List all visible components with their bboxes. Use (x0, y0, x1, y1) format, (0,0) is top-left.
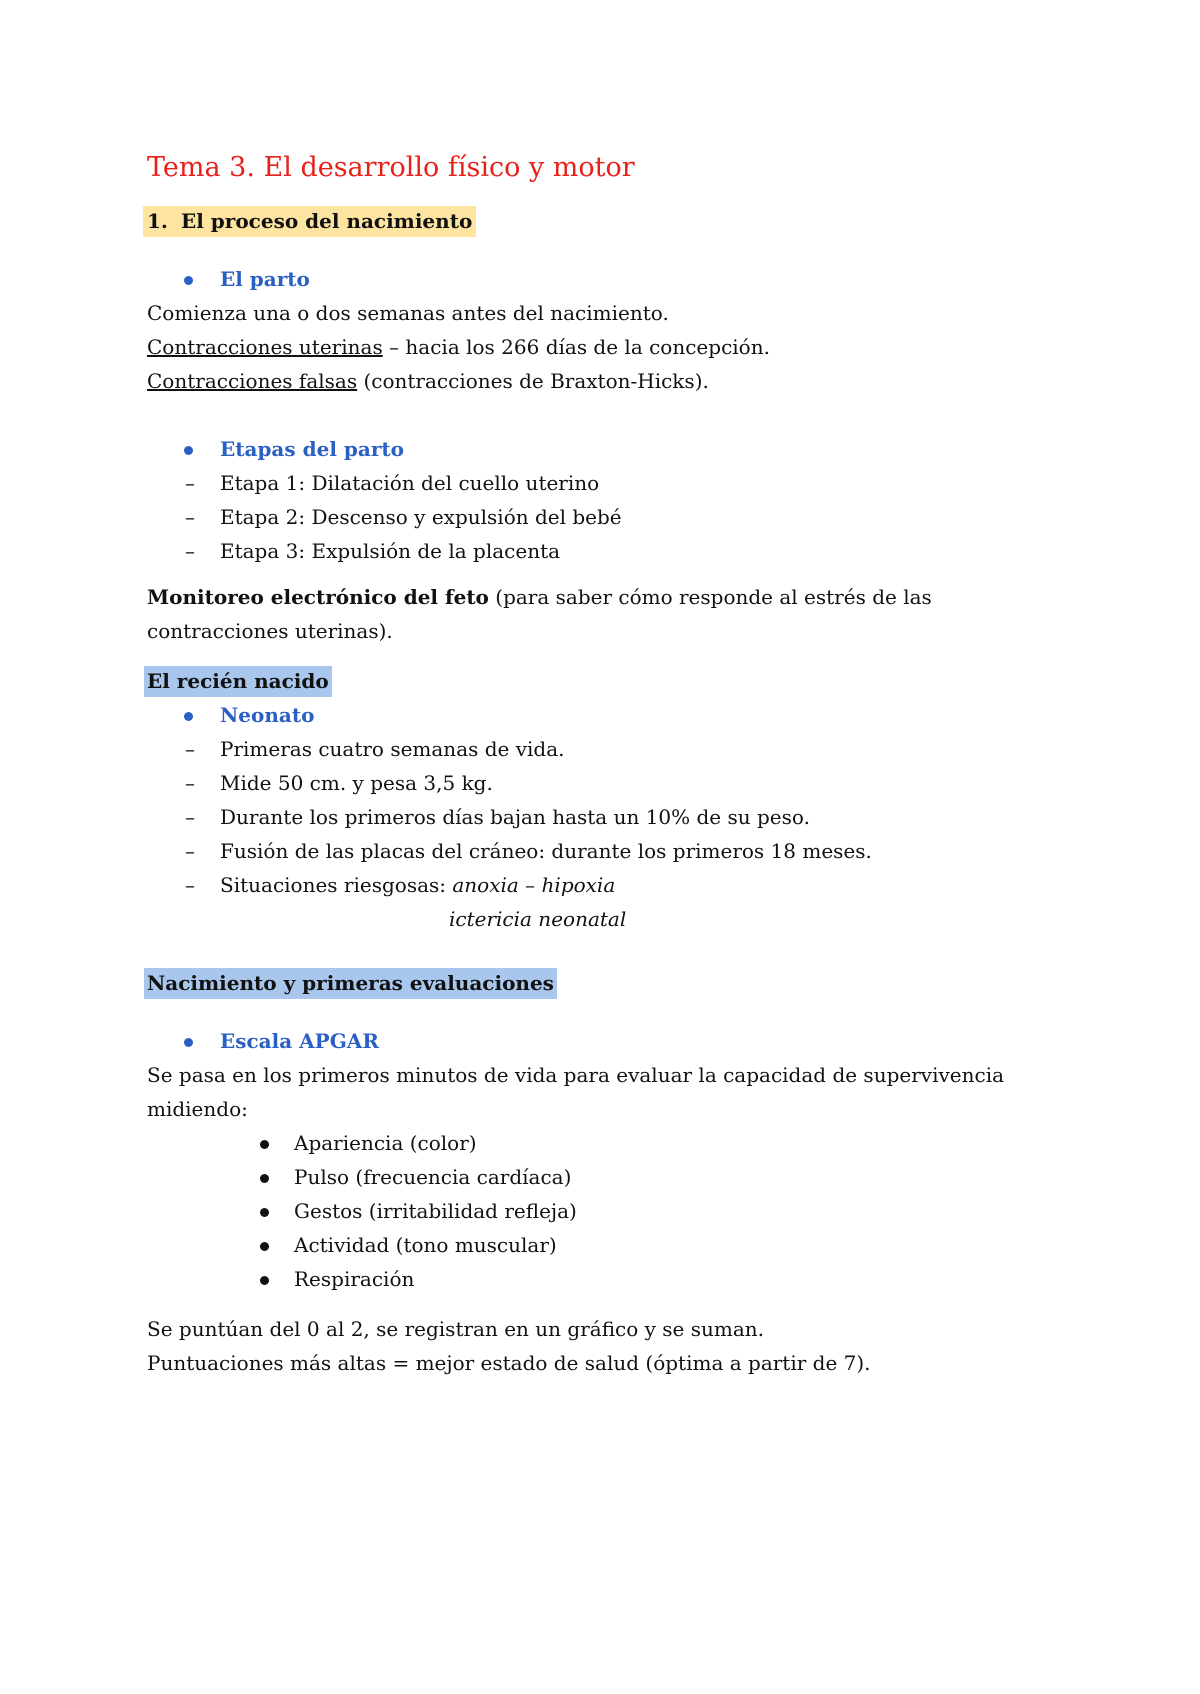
bullet-icon (260, 1174, 269, 1183)
underlined-term: Contracciones uterinas (147, 335, 383, 359)
list-item-text: Etapa 2: Descenso y expulsión del bebé (220, 505, 622, 529)
list-item-text: Durante los primeros días bajan hasta un 10% de su peso. (220, 805, 810, 829)
section-heading-evaluaciones (147, 966, 1077, 1000)
monitoreo-paragraph (147, 580, 1057, 648)
dash-marker: – (185, 805, 195, 829)
section-highlight: Nacimiento y primeras evaluaciones (144, 968, 557, 999)
list-item (147, 500, 1077, 534)
apgar-score-line-1: Se puntúan del 0 al 2, se registran en un gráfico y se suman. (147, 1317, 765, 1341)
list-item (147, 1160, 1077, 1194)
dash-marker: – (185, 839, 195, 863)
apgar-score-line-2: Puntuaciones más altas = mejor estado de salud (óptima a partir de 7). (147, 1351, 871, 1375)
bullet-icon (260, 1242, 269, 1251)
monitoreo-term: Monitoreo electrónico del feto (147, 585, 489, 609)
list-item-text: Etapa 1: Dilatación del cuello uterino (220, 471, 600, 495)
risk-terms-line-2: ictericia neonatal (449, 907, 627, 931)
bullet-heading-text: El parto (220, 267, 310, 291)
list-item-text: Etapa 3: Expulsión de la placenta (220, 539, 561, 563)
list-item-text: Respiración (294, 1267, 415, 1291)
dash-marker: – (185, 873, 195, 897)
list-item (147, 534, 1077, 568)
list-item (147, 1262, 1077, 1296)
list-item (147, 834, 1077, 868)
list-item (147, 800, 1077, 834)
bullet-icon (184, 712, 193, 721)
underlined-term: Contracciones falsas (147, 369, 358, 393)
bullet-icon (184, 446, 193, 455)
bullet-heading-etapas (147, 432, 1077, 466)
section-number: 1. (147, 209, 168, 233)
list-item (147, 1228, 1077, 1262)
monitoreo-text: (para saber cómo responde al estrés de las contracciones uterinas). (147, 585, 932, 643)
list-item-text: Primeras cuatro semanas de vida. (220, 737, 565, 761)
dash-marker: – (185, 539, 195, 563)
parto-line-3-rest: (contracciones de Braxton-Hicks). (357, 369, 709, 393)
parto-line-2-rest: – hacia los 266 días de la concepción. (382, 335, 770, 359)
list-item (147, 1126, 1077, 1160)
section-heading-proceso (147, 204, 1077, 238)
dash-marker: – (185, 471, 195, 495)
section-highlight (143, 206, 476, 237)
page-title: Tema 3. El desarrollo físico y motor (147, 152, 635, 183)
parto-line-3 (147, 364, 1077, 398)
bullet-heading-text: Neonato (220, 703, 315, 727)
bullet-heading-parto (147, 262, 1077, 296)
parto-line-1: Comienza una o dos semanas antes del nacimiento. (147, 301, 669, 325)
document-content (147, 146, 1077, 1380)
bullet-heading-text: Escala APGAR (220, 1029, 379, 1053)
list-item (147, 868, 1077, 902)
parto-line-2 (147, 330, 1077, 364)
bullet-icon (260, 1208, 269, 1217)
section-title: El proceso del nacimiento (181, 209, 473, 233)
section-heading-recien (147, 664, 1077, 698)
bullet-heading-apgar (147, 1024, 1077, 1058)
list-item-text: Actividad (tono muscular) (294, 1233, 557, 1257)
list-item (147, 1194, 1077, 1228)
bullet-icon (260, 1276, 269, 1285)
bullet-heading-neonato (147, 698, 1077, 732)
list-item-text: Pulso (frecuencia cardíaca) (294, 1165, 572, 1189)
bullet-icon (260, 1140, 269, 1149)
list-item (147, 732, 1077, 766)
dash-marker: – (185, 505, 195, 529)
list-item-text: Gestos (irritabilidad refleja) (294, 1199, 577, 1223)
list-item (147, 466, 1077, 500)
risk-terms: anoxia – hipoxia (452, 873, 616, 897)
section-highlight: El recién nacido (144, 666, 332, 697)
bullet-icon (184, 276, 193, 285)
list-item-text: Apariencia (color) (294, 1131, 477, 1155)
list-item-text: Fusión de las placas del cráneo: durante los primeros 18 meses. (220, 839, 872, 863)
apgar-intro: Se pasa en los primeros minutos de vida para evaluar la capacidad de supervivencia midiendo: (147, 1063, 1005, 1121)
bullet-icon (184, 1038, 193, 1047)
dash-marker: – (185, 771, 195, 795)
list-item (147, 766, 1077, 800)
list-item-text: Mide 50 cm. y pesa 3,5 kg. (220, 771, 493, 795)
bullet-heading-text: Etapas del parto (220, 437, 404, 461)
list-item-text: Situaciones riesgosas: (220, 873, 453, 897)
dash-marker: – (185, 737, 195, 761)
